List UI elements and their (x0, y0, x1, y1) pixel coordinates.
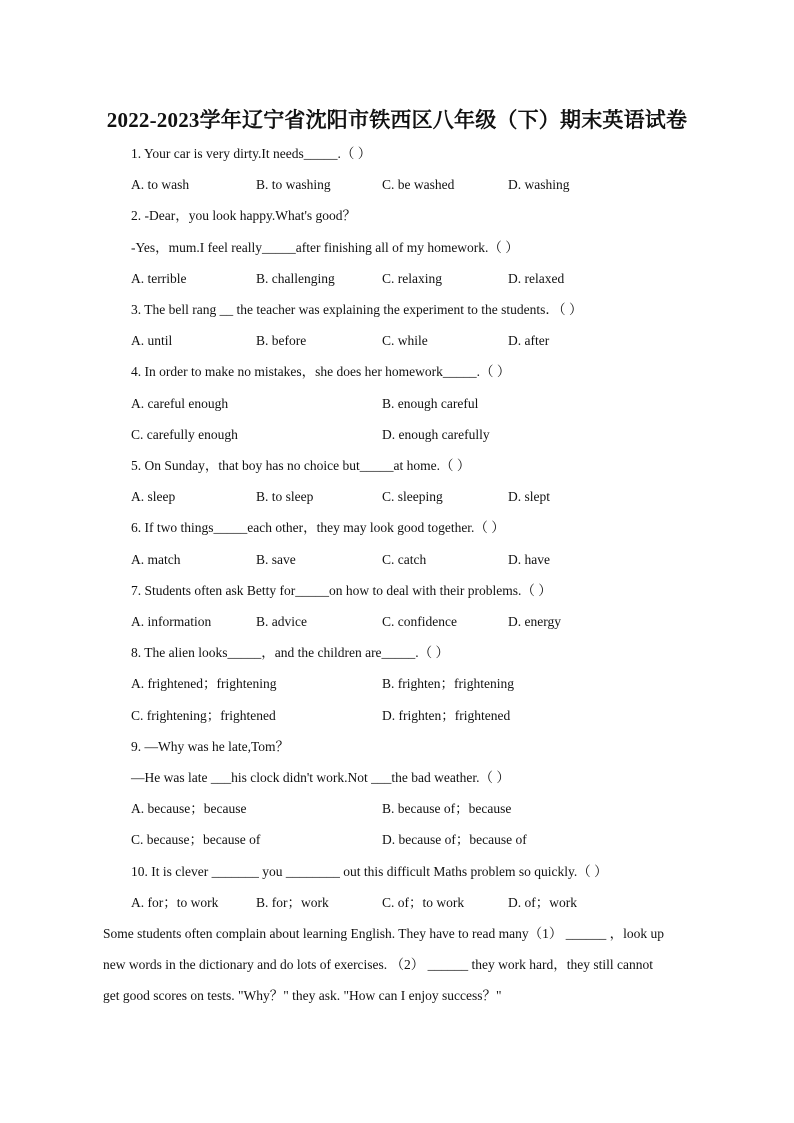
question-stem: 10. It is clever _______ you ________ out this difficult Maths problem so quickly.（ ） (131, 864, 608, 879)
answer-option: B. for；work (256, 895, 329, 910)
exam-title: 2022-2023学年辽宁省沈阳市铁西区八年级（下）期末英语试卷 (106, 108, 688, 132)
answer-option: D. energy (508, 614, 561, 629)
answer-option: A. to wash (131, 177, 190, 192)
answer-option: D. washing (508, 177, 570, 192)
answer-option: B. to sleep (256, 489, 314, 504)
answer-option: A. frightened；frightening (131, 676, 277, 691)
answer-option: D. relaxed (508, 271, 565, 286)
answer-option: C. while (382, 333, 428, 348)
answer-option: D. slept (508, 489, 550, 504)
answer-option: D. frighten；frightened (382, 708, 511, 723)
answer-option: C. sleeping (382, 489, 443, 504)
question-stem: 1. Your car is very dirty.It needs_____.（ ） (131, 146, 372, 161)
answer-option: A. until (131, 333, 173, 348)
answer-option: D. because of；because of (382, 832, 527, 847)
answer-option: C. frightening；frightened (131, 708, 276, 723)
answer-option: A. sleep (131, 489, 176, 504)
answer-option: B. frighten；frightening (382, 676, 514, 691)
answer-option: A. match (131, 552, 181, 567)
answer-option: B. before (256, 333, 307, 348)
passage-line: Some students often complain about learning English. They have to read many（1） ______ ，look up (103, 926, 665, 941)
question-stem: -Yes，mum.I feel really_____after finishing all of my homework.（ ） (131, 240, 519, 255)
question-stem: 2. -Dear，you look happy.What's good？ (131, 208, 357, 223)
answer-option: C. because；because of (131, 832, 261, 847)
answer-option: B. save (256, 552, 296, 567)
question-stem: —He was late ___his clock didn't work.Not ___the bad weather.（ ） (131, 770, 510, 785)
answer-option: B. challenging (256, 271, 335, 286)
answer-option: D. after (508, 333, 550, 348)
question-stem: 4. In order to make no mistakes，she does her homework_____.（ ） (131, 364, 511, 379)
answer-option: B. because of；because (382, 801, 512, 816)
answer-option: C. be washed (382, 177, 455, 192)
answer-option: B. to washing (256, 177, 331, 192)
passage-line: new words in the dictionary and do lots of exercises. （2） ______ they work hard，they still cannot (103, 957, 654, 972)
answer-option: B. enough careful (382, 396, 479, 411)
answer-option: D. have (508, 552, 550, 567)
answer-option: A. terrible (131, 271, 187, 286)
question-stem: 6. If two things_____each other，they may look good together.（ ） (131, 520, 505, 535)
answer-option: A. careful enough (131, 396, 229, 411)
answer-option: C. relaxing (382, 271, 442, 286)
question-stem: 7. Students often ask Betty for_____on how to deal with their problems.（ ） (131, 583, 552, 598)
answer-option: A. for；to work (131, 895, 219, 910)
question-stem: 9. —Why was he late,Tom？ (131, 739, 290, 754)
answer-option: C. confidence (382, 614, 457, 629)
answer-option: C. carefully enough (131, 427, 238, 442)
answer-option: C. catch (382, 552, 427, 567)
answer-option: C. of；to work (382, 895, 465, 910)
answer-option: D. of；work (508, 895, 577, 910)
answer-option: D. enough carefully (382, 427, 490, 442)
answer-option: A. because；because (131, 801, 247, 816)
question-stem: 3. The bell rang __ the teacher was explaining the experiment to the students．（ ） (131, 302, 583, 317)
answer-option: B. advice (256, 614, 307, 629)
answer-option: A. information (131, 614, 212, 629)
question-stem: 5. On Sunday，that boy has no choice but_____at home.（ ） (131, 458, 471, 473)
question-stem: 8. The alien looks_____，and the children are_____.（ ） (131, 645, 450, 660)
passage-line: get good scores on tests. "Why？" they ask. "How can I enjoy success？" (103, 988, 502, 1003)
